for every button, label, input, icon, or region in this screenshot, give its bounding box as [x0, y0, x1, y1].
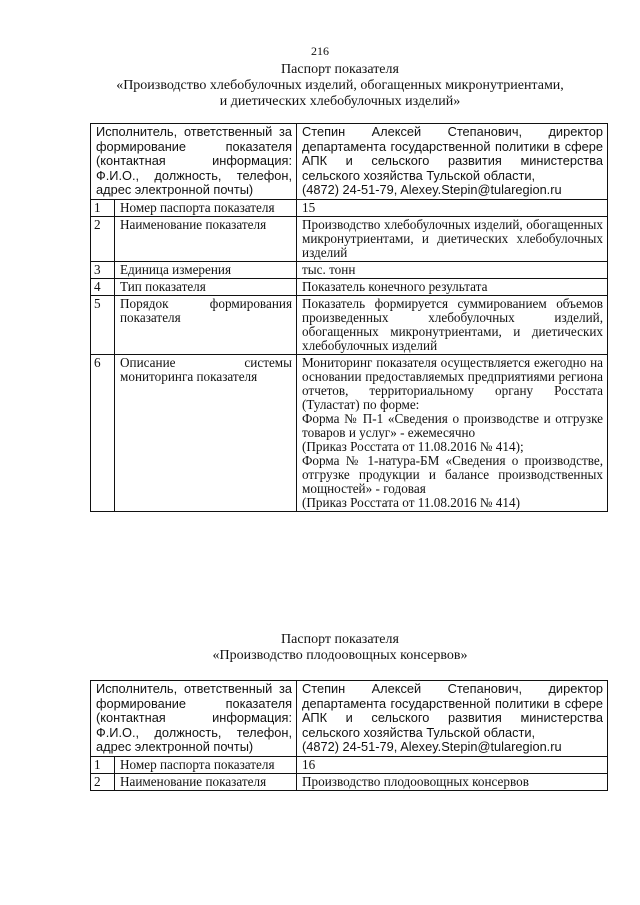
table-row	[91, 681, 608, 757]
passport-2-heading	[40, 632, 640, 664]
table-row	[91, 261, 608, 278]
form-p1-order: (Приказ Росстата от 11.08.2016 № 414);	[302, 438, 524, 454]
row-label: Тип показателя	[115, 278, 297, 295]
row-value: Производство плодоовощных консервов	[297, 773, 608, 790]
row-number: 2	[91, 773, 115, 790]
table-row	[91, 773, 608, 790]
row-number: 3	[91, 261, 115, 278]
form-natura-order: (Приказ Росстата от 11.08.2016 № 414)	[302, 494, 520, 510]
row-number: 4	[91, 278, 115, 295]
row-value: Показатель формируется суммированием объемов произведенных хлебобулочных изделий, обогащенных микронутриентами, и диетических хлебобулочных изделий	[297, 295, 608, 354]
row-number: 5	[91, 295, 115, 354]
passport-subtitle-line-1: «Производство хлебобулочных изделий, обогащенных микронутриентами,	[116, 78, 564, 93]
table-row	[91, 216, 608, 261]
row-number: 2	[91, 216, 115, 261]
passport-1-table	[90, 123, 608, 512]
passport-subtitle-line-2: и диетических хлебобулочных изделий»	[219, 94, 461, 109]
executor-value: Степин Алексей Степанович, директор департамента государственной политики в сфере АПК и сельского развития министерства сельского хозяйства Тульской области,	[302, 681, 604, 740]
passport-subtitle-line-1: «Производство плодоовощных консервов»	[212, 648, 468, 663]
executor-label: Исполнитель, ответственный за формирование показателя (контактная информация: Ф.И.О., должность, телефон, адрес электронной почты)	[91, 124, 297, 200]
monitoring-text: Мониторинг показателя осуществляется ежегодно на основании предоставляемых предприятиями региона отчетов, территориальному органу Росстата (Туластат) по форме:	[302, 354, 604, 412]
executor-value: Степин Алексей Степанович, директор департамента государственной политики в сфере АПК и сельского развития министерства сельского хозяйства Тульской области,	[302, 124, 604, 183]
passport-title: Паспорт показателя	[281, 632, 399, 647]
row-label: Наименование показателя	[115, 773, 297, 790]
executor-contact: (4872) 24-51-79, Alexey.Stepin@tularegion.ru	[302, 739, 562, 754]
row-number: 1	[91, 756, 115, 773]
row-value: Производство хлебобулочных изделий, обогащенных микронутриентами, и диетических хлебобулочных изделий	[297, 216, 608, 261]
executor-label: Исполнитель, ответственный за формирование показателя (контактная информация: Ф.И.О., должность, телефон, адрес электронной почты)	[91, 681, 297, 757]
table-row	[91, 124, 608, 200]
row-label: Единица измерения	[115, 261, 297, 278]
passport-1-heading	[40, 62, 640, 110]
passport-2-table	[90, 680, 608, 791]
table-row	[91, 295, 608, 354]
table-row	[91, 199, 608, 216]
form-p1-text: Форма № П-1 «Сведения о производстве и отгрузке товаров и услуг» - ежемесячно	[302, 410, 604, 440]
row-value: 16	[297, 756, 608, 773]
row-label: Порядок формирования показателя	[115, 295, 297, 354]
row-value: тыс. тонн	[297, 261, 608, 278]
table-row	[91, 354, 608, 511]
row-label: Номер паспорта показателя	[115, 756, 297, 773]
executor-contact: (4872) 24-51-79, Alexey.Stepin@tularegion.ru	[302, 182, 562, 197]
row-number: 1	[91, 199, 115, 216]
row-label: Наименование показателя	[115, 216, 297, 261]
table-row	[91, 278, 608, 295]
page-number: 216	[311, 44, 329, 58]
executor-value-cell	[297, 681, 608, 757]
table-row	[91, 756, 608, 773]
row-value: 15	[297, 199, 608, 216]
passport-title: Паспорт показателя	[281, 62, 399, 77]
row-label: Описание системы мониторинга показателя	[115, 354, 297, 511]
row-label: Номер паспорта показателя	[115, 199, 297, 216]
row-number: 6	[91, 354, 115, 511]
executor-value-cell	[297, 124, 608, 200]
form-natura-text: Форма № 1-натура-БМ «Сведения о производстве, отгрузке продукции и балансе производственных мощностей» - годовая	[302, 452, 604, 496]
row-value: Показатель конечного результата	[297, 278, 608, 295]
monitoring-description-cell	[297, 354, 608, 511]
